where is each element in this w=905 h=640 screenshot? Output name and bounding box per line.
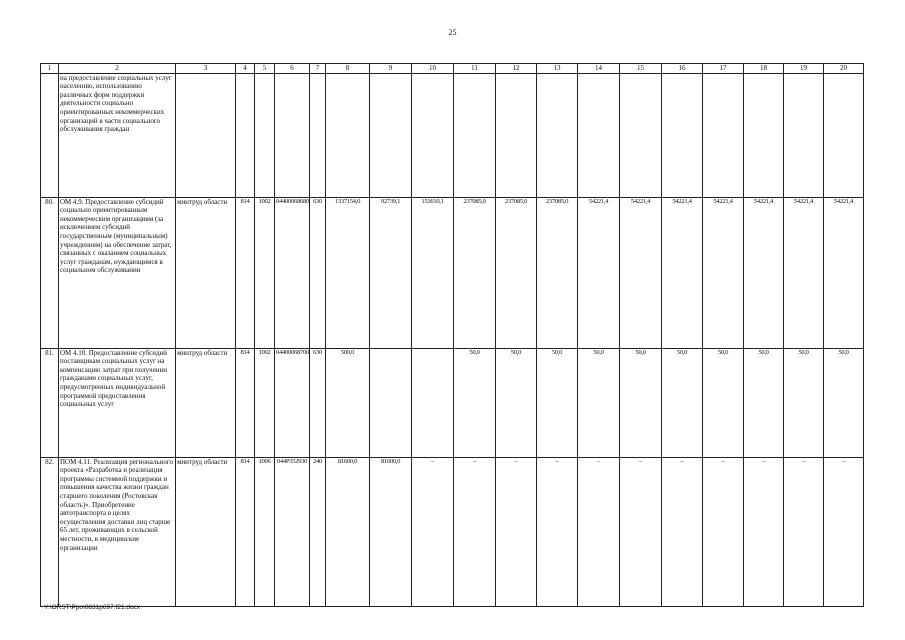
- value-cell: 54221,4: [784, 197, 824, 348]
- header-cell: 8: [326, 64, 370, 74]
- table-row: [41, 348, 864, 457]
- value-cell: [412, 73, 454, 197]
- file-path-footer: Y:\ORST\Ppo\0831p697.f21.docx: [44, 604, 141, 611]
- row-name: на предоставление социальных услуг населению, использованию различных форм поддержки деятельности социально ориентированных некоммерческих организаций в части социального обслуживания граждан: [59, 73, 176, 197]
- value-cell: 50,0: [784, 348, 824, 457]
- value-cell: 54221,4: [662, 197, 703, 348]
- row-csr: [275, 73, 310, 197]
- row-executor: минтруд области: [176, 457, 236, 606]
- value-cell: 81600,0: [370, 457, 412, 606]
- row-rzpr: [255, 73, 275, 197]
- value-cell: [744, 73, 784, 197]
- value-cell: 153610,1: [412, 197, 454, 348]
- value-cell: –: [662, 457, 703, 606]
- value-cell: 50,0: [744, 348, 784, 457]
- value-cell: [620, 73, 662, 197]
- value-cell: –: [620, 457, 662, 606]
- value-cell: 50,0: [537, 348, 578, 457]
- value-cell: 50,0: [496, 348, 537, 457]
- value-cell: 81600,0: [326, 457, 370, 606]
- row-executor: минтруд области: [176, 348, 236, 457]
- header-cell: 10: [412, 64, 454, 74]
- value-cell: [370, 348, 412, 457]
- value-cell: [326, 73, 370, 197]
- row-csr: 04400068700: [275, 348, 310, 457]
- value-cell: –: [412, 457, 454, 606]
- header-cell: 12: [496, 64, 537, 74]
- row-csr: 044P352930: [275, 457, 310, 606]
- row-number: 81.: [41, 348, 59, 457]
- value-cell: 54221,4: [620, 197, 662, 348]
- value-cell: 50,0: [703, 348, 744, 457]
- value-cell: 500,0: [326, 348, 370, 457]
- header-cell: 1: [41, 64, 59, 74]
- value-cell: –: [784, 457, 824, 606]
- row-vr: [310, 73, 326, 197]
- value-cell: 237085,0: [537, 197, 578, 348]
- value-cell: [784, 73, 824, 197]
- row-name: ПОМ 4.11. Реализация регионального проекта «Разработка и реализация программы системной поддержки и повышения качества жизни граждан старшего поколения (Ростовская область)». Приобретение автотранспорта в целях осуществления доставки лиц старше 65 лет, проживающих в сельской местности, в медицинские организации: [59, 457, 176, 606]
- value-cell: 54221,4: [744, 197, 784, 348]
- value-cell: [824, 73, 864, 197]
- header-cell: 4: [236, 64, 255, 74]
- header-cell: 3: [176, 64, 236, 74]
- row-rzpr: 1002: [255, 348, 275, 457]
- header-cell: 18: [744, 64, 784, 74]
- value-cell: 54221,4: [703, 197, 744, 348]
- value-cell: [412, 348, 454, 457]
- header-cell: 11: [454, 64, 496, 74]
- row-rzpr: 1006: [255, 457, 275, 606]
- value-cell: 54221,4: [578, 197, 620, 348]
- row-grbs: 814: [236, 457, 255, 606]
- value-cell: [370, 73, 412, 197]
- row-vr: 630: [310, 197, 326, 348]
- page-number: 25: [448, 28, 457, 37]
- row-executor: [176, 73, 236, 197]
- header-cell: 20: [824, 64, 864, 74]
- value-cell: 237085,0: [454, 197, 496, 348]
- header-cell: 9: [370, 64, 412, 74]
- value-cell: [703, 73, 744, 197]
- row-name: ОМ 4.9. Предоставление субсидий социально ориентированным некоммерческим организациям (за исключением субсидий государственным (муниципальным) учреждениям) на обеспечение затрат, связанных с оказанием социальных услуг гражданам, нуждающимся в социальном обслуживании: [59, 197, 176, 348]
- table-row: [41, 73, 864, 197]
- header-cell: 6: [275, 64, 310, 74]
- value-cell: 1337154,0: [326, 197, 370, 348]
- header-cell: 7: [310, 64, 326, 74]
- row-rzpr: 1002: [255, 197, 275, 348]
- value-cell: –: [454, 457, 496, 606]
- value-cell: –: [537, 457, 578, 606]
- header-cell: 19: [784, 64, 824, 74]
- value-cell: 92739,1: [370, 197, 412, 348]
- header-cell: 2: [59, 64, 176, 74]
- value-cell: 50,0: [824, 348, 864, 457]
- value-cell: 54221,4: [824, 197, 864, 348]
- value-cell: 50,0: [454, 348, 496, 457]
- header-row: [41, 64, 864, 74]
- value-cell: [537, 73, 578, 197]
- row-name: ОМ 4.10. Предоставление субсидий поставщикам социальных услуг на компенсацию затрат при получении гражданами социальных услуг, предусмотренных индивидуальной программой предоставления социальных услуг: [59, 348, 176, 457]
- header-cell: 14: [578, 64, 620, 74]
- value-cell: –: [703, 457, 744, 606]
- header-cell: 16: [662, 64, 703, 74]
- row-number: [41, 73, 59, 197]
- value-cell: [662, 73, 703, 197]
- header-cell: 5: [255, 64, 275, 74]
- value-cell: 50,0: [578, 348, 620, 457]
- header-cell: 17: [703, 64, 744, 74]
- row-grbs: 814: [236, 348, 255, 457]
- value-cell: –: [496, 457, 537, 606]
- value-cell: 50,0: [620, 348, 662, 457]
- header-cell: 15: [620, 64, 662, 74]
- row-vr: 240: [310, 457, 326, 606]
- value-cell: [496, 73, 537, 197]
- value-cell: 237085,0: [496, 197, 537, 348]
- row-number: 80.: [41, 197, 59, 348]
- budget-table: [40, 63, 864, 607]
- value-cell: 50,0: [662, 348, 703, 457]
- row-grbs: [236, 73, 255, 197]
- value-cell: –: [578, 457, 620, 606]
- row-executor: минтруд области: [176, 197, 236, 348]
- value-cell: –: [824, 457, 864, 606]
- header-cell: 13: [537, 64, 578, 74]
- value-cell: [578, 73, 620, 197]
- value-cell: –: [744, 457, 784, 606]
- row-number: 82.: [41, 457, 59, 606]
- row-vr: 630: [310, 348, 326, 457]
- row-grbs: 814: [236, 197, 255, 348]
- table-row: [41, 197, 864, 348]
- table-row: [41, 457, 864, 606]
- value-cell: [454, 73, 496, 197]
- row-csr: 04400068680: [275, 197, 310, 348]
